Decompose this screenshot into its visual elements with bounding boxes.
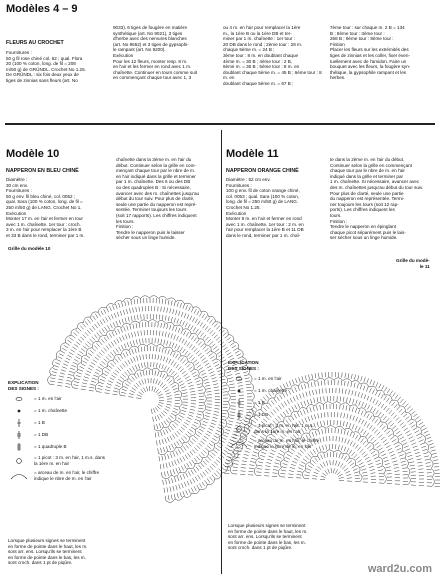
section-title-models-4-9: Modèles 4 – 9 — [6, 3, 78, 15]
stitch-symbol-icon — [228, 411, 250, 419]
legend-row — [8, 407, 118, 415]
legend-row — [228, 411, 338, 419]
stitch-symbol-icon — [228, 440, 250, 448]
legend-model-11 — [228, 360, 338, 454]
model-10-note: Lorsque plusieurs signes se terminent en forme de pointe dans le haut, les m. sont arr. ens. Lorsqu'ils se terminent en forme de pointe dans le bas, les m. sont croch. dans 1 pt de piqûre. — [8, 538, 118, 574]
grid-label-model-10: Grille du modèle 10 — [8, 246, 50, 252]
stitch-symbol-icon — [228, 425, 250, 433]
stitch-symbol-icon — [8, 443, 30, 451]
legend-row — [8, 470, 118, 481]
model-10-subtitle: NAPPERON EN BLEU CHINÉ — [6, 168, 79, 174]
legend-text: = 1 B — [254, 400, 265, 406]
legend-row — [8, 419, 118, 427]
top-column-1: Fournitures : 50 g fil rose chiné col. 62 ; qual. Flora 20 (100 % coton, long. de fil = 208 m/50 g) de GRÜNDL. Crochet No 1.25. De GRÜNDL : six fois deux yeux de tiges de zinnias sans fleurs (art. No — [6, 50, 109, 120]
model-11-column-2: te dans la 2ème m. en l'air du début. Continuer selon la grille en commençant chaque tour par le nbre de m. en l'air indiqué dans la grille et terminer par 1 m. chaînette. Si nécessaire, avancer avec des m. chaînettes jusqu'au début du tour suiv. Pour plus de clarté, seule une partie du napperon est représentée. Termi- ner toujours les tours (soit 12 rap- ports). Les chiffres indiquent les tours. Finition : Tendre le napperon en épinglant chaque picot séparément puis le lais- ser sécher sous un linge humide. — [330, 157, 436, 247]
legend-row — [8, 443, 118, 451]
stitch-symbol-icon — [8, 419, 30, 427]
stitch-symbol-icon — [228, 399, 250, 407]
legend-row — [8, 455, 118, 466]
legend-row — [228, 438, 338, 449]
stitch-symbol-icon — [228, 375, 250, 383]
model-11-note: Lorsque plusieurs signes se terminent en forme de pointe dans le haut, les m. sont arr. ens. Lorsqu'ils se terminent en forme de pointe dans le bas, les m. sont croch. dans 1 pt de piqûre. — [228, 523, 338, 559]
legend-row — [228, 423, 338, 434]
legend-row — [228, 375, 338, 383]
legend-text: = 1 B — [34, 420, 45, 426]
stitch-symbol-icon — [228, 387, 250, 395]
top-column-3: ou 4 m. en l'air pour remplacer la 1ère m., la 1ère B ou la 1ère DB et ter- miner par 1 m. chaînette : 1er tour : 20 DB dans le rond ; 2ème tour : 28 m. chaque 5ème m. = 24 B ; 3ème tour : 8 m. en doublant chaque 4ème m. = 30 B ; 4ème tour : 2 B, 6ème m. = 36 B ; 5ème tour : 8 m. en doublant chaque 5ème m. = 45 B ; 6ème tour : 8 m. en doublant chaque 5ème m. = 67 B ; — [223, 25, 327, 120]
legend-text: = 1 quadruple B — [34, 444, 67, 450]
legend-row — [8, 431, 118, 439]
model-11-subtitle: NAPPERON ORANGE CHINÉ — [226, 168, 299, 174]
watermark: ward2u.com — [368, 563, 432, 575]
top-column-2: 9033), 6 tiges de fougère en matière synthétique (art. No 9021), 3 tiges d'herbe avec des nervures blanches (art. No 9552) et 3 tiges de gypsophi- le rampant (art. No 9200). Exécution Pour les 12 fleurs, monter resp. 8 m. en l'air et les fermer en rond avec 1 m. chaînette. Continuer en tours comme suit en commençant chaque tour avec 1, 3 — [113, 25, 217, 120]
legend-text: = arceau de m. en l'air, le chiffre indique le nbre de m. en l'air — [34, 470, 99, 481]
legend-text: = arceau de m. en l'air, le chiffre indique le nbre de m. en l'air — [254, 438, 319, 449]
legend-text: = 1 m. en l'air — [254, 376, 282, 382]
stitch-symbol-icon — [8, 395, 30, 403]
model-10-column-1: Diamètre : 30 cm env. Fournitures : 50 g env. fil bleu chiné, col. 0052 ; qual. Sara (100 % coton, long. de fil = 250 m/50 g) de LANG. Crochet No 1. Exécution Monter 17 m. en l'air et fermer en tour avec 1 m. chaînette. 1er tour : croch. 3 m. en l'air pour remplacer la 1ère B et 33 B dans le rond, terminer par 1 m. — [6, 177, 114, 243]
stitch-symbol-icon — [8, 472, 30, 480]
model-11-title: Modèle 11 — [226, 148, 279, 160]
legend-text: = 1 DB — [34, 432, 48, 438]
legend-text: = 1 picot : 3 m. en l'air, 1 m.s. dans la 1ère m. en l'air — [34, 455, 105, 466]
legend-text: = 1 picot : 3 m. en l'air, 1 m.s. dans la 1ère m. en l'air — [254, 423, 314, 434]
stitch-symbol-icon — [8, 457, 30, 465]
legend-model-10 — [8, 380, 118, 486]
stitch-symbol-icon — [8, 407, 30, 415]
legend-text: = 1 m. chaînette — [254, 388, 287, 394]
model-10-title: Modèle 10 — [6, 148, 59, 160]
legend-text: = 1 DB — [254, 412, 268, 418]
legend-text: = 1 m. en l'air — [34, 396, 62, 402]
model-11-column-1: Diamètre : 52 cm env. Fournitures : 100 g env. fil de coton orange chiné, col. 0053 ; qual. Sara (100 % coton, long. de fil = 250 m/50 g) de LANG. Crochet No 1.25. Exécution Monter 8 m. en l'air et fermer en rond avec 1 m. chaînette. 1er tour : 2 m. en l'air pour remplacer la 1ère B et 11 DB dans le rond, terminer par 1 m. chaî- — [226, 177, 328, 243]
top-column-4: 7ème tour : sur chaque m. 2 B = 134 B ; 8ème tour : 3ème tour : 268 B ; 9ème tour : 8ème tour : Finition Placer les fleurs sur les extrémités des tiges de zinnias et les coller, fixer éven- tuellement avec de l'amidon. Faire un bouquet avec les fleurs, la fougère syn- thétique, la gypsophile rampant et les herbes. — [330, 25, 436, 120]
legend-row — [228, 399, 338, 407]
legend-row — [228, 387, 338, 395]
section-subtitle-flowers: FLEURS AU CROCHET — [6, 40, 64, 46]
legend-row — [8, 395, 118, 403]
section-divider — [5, 123, 435, 125]
model-10-column-2: chaînette dans la 3ème m. en l'air du début. Continuer selon la grille en com- mençant chaque tour par le nbre de m. en l'air indiqué dans la grille et terminer par 1 m. chaînette. Des 6 ou des DB ou des quadruples B : Si nécessaire, avancer avec des m. chaînettes jusqu'au début du tour suiv. Pour plus de clarté, seule une partie du napperon est repré- sentée. Terminer toujours les tours (soit 17 rapports). Les chiffres indiquent les tours. Finition : Tendre le napperon puis le laisser sécher sous un linge humide. — [116, 157, 220, 247]
legend-text: = 1 m. chaînette — [34, 408, 67, 414]
grid-label-model-11: Grille du modè- le 11 — [396, 258, 430, 269]
stitch-symbol-icon — [8, 431, 30, 439]
legend-title: EXPLICATION DES SIGNES : — [8, 380, 118, 391]
legend-title: EXPLICATION DES SIGNES : — [228, 360, 338, 371]
